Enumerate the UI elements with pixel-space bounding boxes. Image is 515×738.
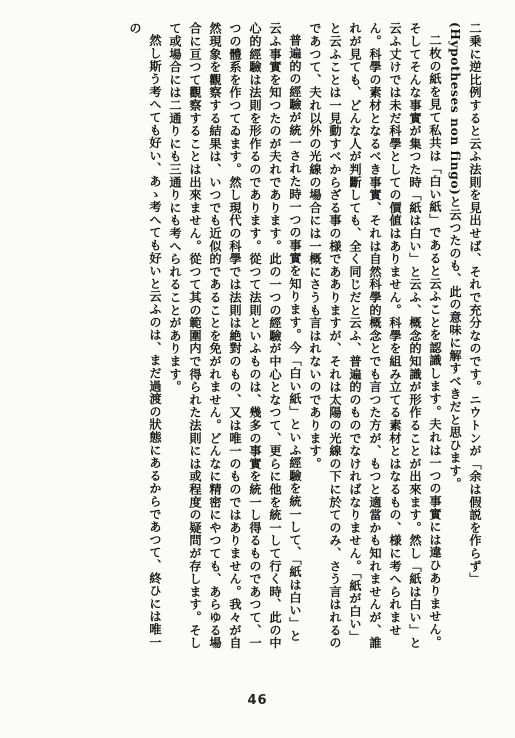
paragraph-3: 普遍的の經驗が統一された時一つの事實を知ります。今「白い紙」といふ經驗を統一して、「紙は白い」と云ふ事實を知つたのが夫れであります。此の一つの經驗が中心となつて、更らに他を統一して行く時、此の中心的經驗は法則を形作るのであります。從つて法則といふものは、幾多の事實を統一し得るものであつて、一つの體系を作つてゐます。然し現代の科學では法則は絶對のもの、又は唯一のものではありません。我々が自然現象を觀察する結果は、いつでも近似的であることを免がれません。どんなに精密にやつても、あらゆる場合に亘つて觀察することは出來ません。從つて其の範圍内で得られた法則には或程度の疑問が存します。そして或場合には二通りにも三通りにも考へられることがあります。 [168,22,302,650]
page-number: 46 [247,693,268,708]
paragraph-4: 然し斯う考へても好い、あゝ考へても好いと云ふのは、まだ過渡の狀態にあるからであつて、終ひには唯一の [128,22,162,649]
paragraph-2: 二枚の紙を見て私共は「白い紙」であると云ふことを認識します。夫れは一つの事實には違ひありません。そしてそんな事實が集つた時「紙は白い」と云ふ、概念的知識が形作ることが出來ます。然し「紙は白い」と云ふ丈けでは未だ科學としての價値はありません。科學を組み立てる素材とはなるもの、様に考へられません。科學の素材となるべき事實、それは自然科學的概念とでも言つた方が、もつと適當かも知れませんが、誰れが見ても、どんな人が判斷しても、全く同じだと云ふ、普遍的のものでなければなりません。「紙が白い」と云ふことは一見動すべからざる事の様であありますが、それは太陽の光線の下に於てのみ、さう言はれるのであつて、夫れ以外の光線の場合には一概にさうも言はれないのであります。 [308,22,442,650]
paragraph-1: 二乗に逆比例すると云ふ法則を見出せば、それで充分なのです。ニウトンが「余は假説を作らず」(Hypotheses non fingo)と云つたのも、此の意味に解すべきだと思ひます。 [448,22,482,586]
body-text [25,22,485,650]
